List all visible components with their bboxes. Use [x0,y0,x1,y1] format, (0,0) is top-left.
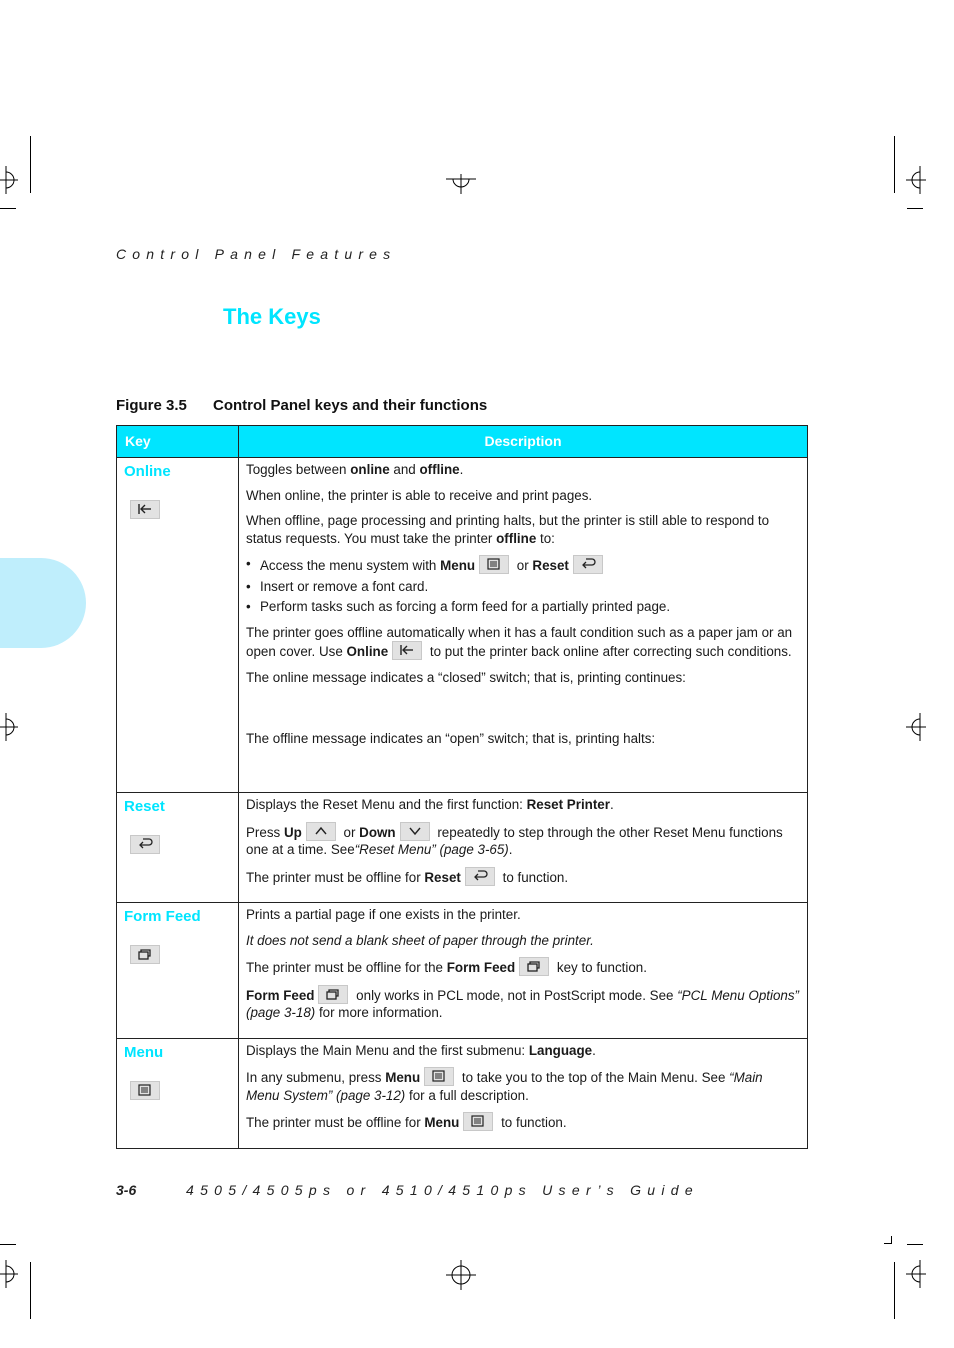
page-footer [116,1182,699,1198]
menu-key-icon [463,1112,493,1131]
description-cell-form-feed [239,903,808,1039]
form-feed-key-icon [519,957,549,976]
key-cell-form-feed [117,903,239,1039]
registration-mark-icon [904,713,926,741]
paragraph: The online message indicates a “closed” switch; that is, printing continues: [246,669,686,685]
list-item: • Perform tasks such as forcing a form feed for a partially printed page. [246,598,799,616]
column-header-description: Description [239,426,808,458]
paragraph: In any submenu, press Menu to take you to the top of the Main Menu. See “Main Menu System” (page 3-12) for a full description. [246,1067,799,1104]
keys-table [116,425,808,1149]
paragraph: The offline message indicates an “open” switch; that is, printing halts: [246,731,656,746]
registration-mark-icon [0,1260,20,1288]
page-number: 3-6 [116,1182,137,1198]
paragraph: The printer must be offline for Menu to function. [246,1112,799,1132]
key-name-menu: Menu [124,1043,164,1061]
paragraph: Form Feed only works in PCL mode, not in PostScript mode. See “PCL Menu Options” (page 3-18) for more information. [246,985,799,1022]
registration-mark-icon [446,174,476,194]
menu-key-icon [424,1067,454,1086]
figure-number: Figure 3.5 [116,397,187,414]
online-key-icon [392,641,422,660]
reset-key-icon [465,867,495,886]
paragraph: Toggles between online and offline. [246,462,464,477]
registration-mark-icon [446,1260,476,1290]
guide-title: 4505/4505ps or 4510/4510ps User’s Guide [186,1182,699,1198]
menu-key-icon [130,1081,160,1100]
key-name-online: Online [124,463,171,480]
paragraph: The printer must be offline for the Form Feed key to function. [246,957,799,977]
registration-mark-icon [904,1260,926,1288]
paragraph: When offline, page processing and printing halts, but the printer is still able to respond to status requests. You must take the printer offline to: [246,513,770,546]
paragraph: When online, the printer is able to receive and print pages. [246,487,593,503]
figure-title: Control Panel keys and their functions [213,397,488,414]
down-key-icon [400,822,430,841]
key-cell-reset [117,793,239,903]
registration-mark-icon [904,166,926,194]
chapter-tab [0,558,86,648]
description-cell-menu [239,1038,808,1148]
paragraph: The printer must be offline for Reset to function. [246,867,799,887]
bullet-list [246,555,799,616]
list-item: • Access the menu system with Menu or Reset [246,555,799,575]
paragraph: The printer goes offline automatically when it has a fault condition such as a paper jam or an open cover. Use Online to put the printer back online after correcting such conditions. [246,624,793,659]
figure-caption [116,397,487,414]
form-feed-key-icon [130,945,160,964]
running-head: Control Panel Features [116,246,397,262]
reset-key-icon [130,835,160,854]
registration-mark-icon [0,713,20,741]
table-header-row [117,426,808,458]
paragraph: Displays the Reset Menu and the first function: Reset Printer. [246,797,614,812]
section-title: The Keys [223,304,321,329]
table-row-menu [117,1038,808,1148]
form-feed-key-icon [318,985,348,1004]
description-cell-online [239,458,808,793]
key-cell-menu [117,1038,239,1148]
paragraph: Prints a partial page if one exists in the printer. [246,907,521,922]
key-cell-online [117,458,239,793]
paragraph: Displays the Main Menu and the first submenu: Language. [246,1042,596,1058]
table-row-form-feed [117,903,808,1039]
reset-key-icon [573,555,603,574]
table-row-online [117,458,808,793]
key-name-reset: Reset [124,798,165,815]
column-header-key: Key [117,426,239,458]
paragraph: It does not send a blank sheet of paper through the printer. [246,932,594,948]
online-key-icon [130,500,160,519]
up-key-icon [306,822,336,841]
key-name-form-feed: Form Feed [124,908,201,925]
description-cell-reset [239,793,808,903]
paragraph: Press Up or Down repeatedly to step through the other Reset Menu functions one at a time. See“Reset Menu” (page 3-65). [246,822,799,859]
list-item: • Insert or remove a font card. [246,578,799,596]
menu-key-icon [479,555,509,574]
registration-mark-icon [0,166,20,194]
table-row-reset [117,793,808,903]
